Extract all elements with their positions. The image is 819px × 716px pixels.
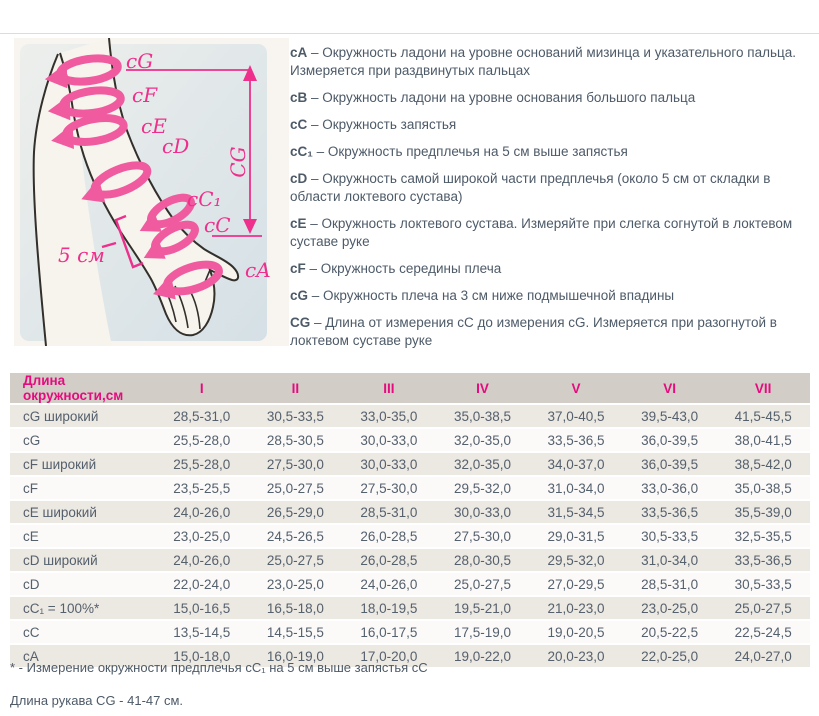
size-range-cell: 31,0-34,0 — [529, 477, 623, 499]
measurement-code: cB — [290, 90, 308, 105]
size-column-header: II — [249, 373, 343, 403]
table-row — [10, 501, 810, 523]
size-range-cell: 25,5-28,0 — [155, 429, 249, 451]
size-range-cell: 35,0-38,5 — [716, 477, 810, 499]
size-range-cell: 28,5-31,0 — [623, 573, 717, 595]
row-label: cE — [10, 525, 155, 547]
size-range-cell: 28,0-30,5 — [436, 549, 530, 571]
size-range-cell: 30,5-33,5 — [716, 573, 810, 595]
table-row — [10, 525, 810, 547]
table-row — [10, 453, 810, 475]
table-row — [10, 597, 810, 619]
size-range-cell: 30,5-33,5 — [249, 405, 343, 427]
measurement-code: cC — [290, 117, 308, 132]
size-range-cell: 25,0-27,5 — [249, 477, 343, 499]
size-range-cell: 25,0-27,5 — [436, 573, 530, 595]
row-label: cC₁ = 100%* — [10, 597, 155, 619]
measurement-description: cE – Окружность локтевого сустава. Измеряйте при слегка согнутой в локтевом суставе руке — [290, 216, 793, 249]
measurement-description: cG – Окружность плеча на 3 см ниже подмышечной впадины — [290, 288, 675, 303]
size-range-cell: 28,5-31,0 — [342, 501, 436, 523]
size-range-cell: 31,5-34,5 — [529, 501, 623, 523]
row-label: cA — [10, 645, 155, 667]
measurement-code: cE — [290, 216, 307, 231]
table-row — [10, 621, 810, 643]
size-range-cell: 36,0-39,5 — [623, 453, 717, 475]
table-row — [10, 429, 810, 451]
size-column-header: VII — [716, 373, 810, 403]
size-range-cell: 21,0-23,0 — [529, 597, 623, 619]
size-range-cell: 15,0-18,0 — [155, 645, 249, 667]
ring-label-cd: cD — [162, 134, 190, 158]
size-range-cell: 34,0-37,0 — [529, 453, 623, 475]
size-range-cell: 33,5-36,5 — [716, 549, 810, 571]
size-range-cell: 19,5-21,0 — [436, 597, 530, 619]
arm-measurement-diagram — [14, 38, 289, 346]
size-range-cell: 27,0-29,5 — [529, 573, 623, 595]
size-range-cell: 17,0-20,0 — [342, 645, 436, 667]
size-column-header: III — [342, 373, 436, 403]
size-range-cell: 22,0-24,0 — [155, 573, 249, 595]
size-range-cell: 16,0-17,5 — [342, 621, 436, 643]
size-range-cell: 16,5-18,0 — [249, 597, 343, 619]
row-label: cD широкий — [10, 549, 155, 571]
measurement-description: cA – Окружность ладони на уровне оснований мизинца и указательного пальца. Измеряется при раздвинутых пальцах — [290, 45, 796, 78]
table-row — [10, 573, 810, 595]
size-range-cell: 30,0-33,0 — [342, 429, 436, 451]
size-range-cell: 28,5-30,5 — [249, 429, 343, 451]
row-label: cE широкий — [10, 501, 155, 523]
size-range-cell: 29,5-32,0 — [529, 549, 623, 571]
ring-label-cf: cF — [132, 83, 158, 107]
size-range-cell: 32,5-35,5 — [716, 525, 810, 547]
size-range-cell: 36,0-39,5 — [623, 429, 717, 451]
footnotes — [10, 660, 790, 716]
size-range-cell: 25,0-27,5 — [249, 549, 343, 571]
size-range-cell: 37,0-40,5 — [529, 405, 623, 427]
size-range-cell: 24,0-26,0 — [155, 549, 249, 571]
size-column-header: V — [529, 373, 623, 403]
size-range-cell: 39,5-43,0 — [623, 405, 717, 427]
size-range-cell: 14,5-15,5 — [249, 621, 343, 643]
size-range-cell: 29,0-31,5 — [529, 525, 623, 547]
ring-label-cc: cC — [204, 213, 231, 237]
measurement-code: cD — [290, 171, 308, 186]
size-range-cell: 16,0-19,0 — [249, 645, 343, 667]
size-column-header: I — [155, 373, 249, 403]
size-range-cell: 23,0-25,0 — [623, 597, 717, 619]
size-range-cell: 24,5-26,5 — [249, 525, 343, 547]
size-range-cell: 32,0-35,0 — [436, 453, 530, 475]
size-range-cell: 38,5-42,0 — [716, 453, 810, 475]
size-range-cell: 22,0-25,0 — [623, 645, 717, 667]
size-table-body — [10, 405, 810, 667]
size-range-cell: 23,5-25,5 — [155, 477, 249, 499]
size-range-cell: 35,5-39,0 — [716, 501, 810, 523]
size-range-cell: 23,0-25,0 — [249, 573, 343, 595]
measurement-code: CG — [290, 315, 311, 330]
footnote: Длина рукава CG - 41-47 см. — [10, 693, 184, 708]
ring-label-ca: cA — [245, 258, 271, 282]
size-range-cell: 31,0-34,0 — [623, 549, 717, 571]
measurement-code: cG — [290, 288, 309, 303]
row-label: cC — [10, 621, 155, 643]
measurement-code: cA — [290, 45, 308, 60]
size-range-cell: 19,0-22,0 — [436, 645, 530, 667]
size-range-cell: 19,0-20,5 — [529, 621, 623, 643]
size-range-cell: 30,0-33,0 — [436, 501, 530, 523]
size-range-cell: 27,5-30,0 — [249, 453, 343, 475]
table-row — [10, 477, 810, 499]
size-range-cell: 32,0-35,0 — [436, 429, 530, 451]
size-range-cell: 24,0-27,0 — [716, 645, 810, 667]
row-label: cG — [10, 429, 155, 451]
measurement-description: cB – Окружность ладони на уровне основания большого пальца — [290, 90, 696, 105]
size-range-cell: 29,5-32,0 — [436, 477, 530, 499]
size-range-cell: 24,0-26,0 — [155, 501, 249, 523]
size-range-cell: 18,0-19,5 — [342, 597, 436, 619]
size-range-cell: 13,5-14,5 — [155, 621, 249, 643]
measurement-description: cF – Окружность середины плеча — [290, 261, 502, 276]
cg-length-label: CG — [226, 146, 250, 178]
table-row — [10, 549, 810, 571]
size-range-cell: 30,0-33,0 — [342, 453, 436, 475]
size-range-cell: 41,5-45,5 — [716, 405, 810, 427]
size-range-cell: 26,0-28,5 — [342, 525, 436, 547]
measurement-description: cD – Окружность самой широкой части предплечья (около 5 см от складки в области локтевого сустава) — [290, 171, 771, 204]
size-range-cell: 20,5-22,5 — [623, 621, 717, 643]
size-range-cell: 28,5-31,0 — [155, 405, 249, 427]
size-range-cell: 33,5-36,5 — [623, 501, 717, 523]
size-range-cell: 26,0-28,5 — [342, 549, 436, 571]
measurement-description: cC – Окружность запястья — [290, 117, 457, 132]
size-range-cell: 33,0-35,0 — [342, 405, 436, 427]
measurement-code: cF — [290, 261, 306, 276]
ring-label-cc1: cC₁ — [187, 187, 222, 211]
table-row — [10, 405, 810, 427]
size-column-header: IV — [436, 373, 530, 403]
size-range-cell: 38,0-41,5 — [716, 429, 810, 451]
arm-diagram-svg — [14, 38, 289, 346]
size-column-header: VI — [623, 373, 717, 403]
size-table-header-row — [10, 373, 810, 403]
size-range-cell: 20,0-23,0 — [529, 645, 623, 667]
footnote: * - Измерение окружности предплечья cC₁ на 5 см выше запястья cC — [10, 660, 428, 675]
row-label: cF — [10, 477, 155, 499]
size-range-cell: 24,0-26,0 — [342, 573, 436, 595]
measurement-description: cC₁ – Окружность предплечья на 5 см выше запястья — [290, 144, 628, 159]
size-range-cell: 33,5-36,5 — [529, 429, 623, 451]
ring-label-ce: cE — [141, 114, 167, 138]
size-range-cell: 35,0-38,5 — [436, 405, 530, 427]
size-range-cell: 25,0-27,5 — [716, 597, 810, 619]
size-range-cell: 25,5-28,0 — [155, 453, 249, 475]
size-range-cell: 30,5-33,5 — [623, 525, 717, 547]
row-label: cF широкий — [10, 453, 155, 475]
row-label: cG широкий — [10, 405, 155, 427]
row-label: cD — [10, 573, 155, 595]
table-header-label: Длина окружности,см — [10, 373, 155, 403]
size-table — [10, 371, 810, 669]
size-range-cell: 22,5-24,5 — [716, 621, 810, 643]
measurement-description: CG – Длина от измерения cC до измерения cG. Измеряется при разогнутой в локтевом суставе руке — [290, 315, 777, 348]
size-range-cell: 15,0-16,5 — [155, 597, 249, 619]
size-range-cell: 26,5-29,0 — [249, 501, 343, 523]
ring-label-cg: cG — [126, 49, 154, 73]
top-divider — [0, 33, 819, 34]
five-cm-label: 5 см — [58, 243, 105, 267]
size-range-cell: 23,0-25,0 — [155, 525, 249, 547]
size-range-cell: 27,5-30,0 — [342, 477, 436, 499]
size-range-cell: 17,5-19,0 — [436, 621, 530, 643]
measurement-code: cC₁ — [290, 144, 313, 159]
measurement-descriptions — [290, 44, 815, 359]
size-range-cell: 33,0-36,0 — [623, 477, 717, 499]
size-range-cell: 27,5-30,0 — [436, 525, 530, 547]
